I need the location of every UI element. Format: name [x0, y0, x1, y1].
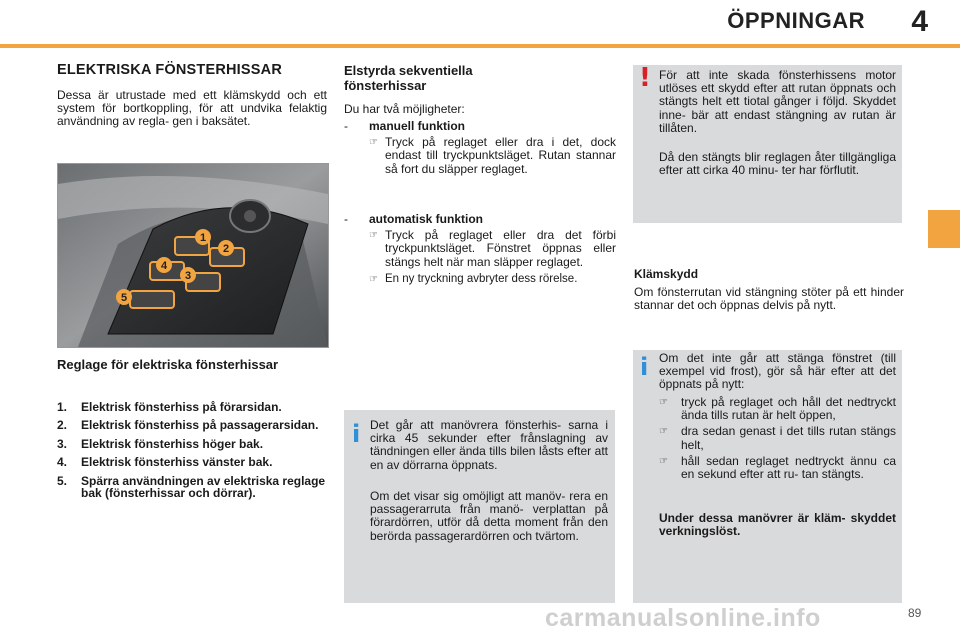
list-item: 4. Elektrisk fönsterhiss vänster bak.: [57, 455, 273, 470]
watermark: carmanualsonline.info: [545, 604, 821, 632]
frost-steps: [659, 396, 896, 481]
list-item: ☞ tryck på reglaget och håll det nedtryckt ända tills rutan är helt öppen,: [659, 395, 896, 423]
list-item: 1. Elektrisk fönsterhiss på förarsidan.: [57, 400, 282, 414]
section-title: ELEKTRISKA FÖNSTERHISSAR: [57, 62, 282, 78]
pinch-protection-text: Om fönsterrutan vid stängning stöter på ett hinder stannar det och öppnas delvis på nytt.: [634, 285, 904, 313]
window-switch-photo: [57, 163, 329, 348]
list-item: 5. Spärra användningen av elektriska reglage bak (fönsterhissar och dörrar).: [57, 473, 326, 501]
info-icon: i: [640, 353, 649, 381]
photo-label-3: 3: [184, 270, 192, 282]
chapter-tab: [928, 210, 960, 248]
list-item: ☞ håll sedan reglaget nedtryckt ännu ca en sekund efter att ru- tan stängts.: [659, 453, 896, 482]
options-intro: Du har två möjligheter:: [344, 102, 465, 116]
header-rule: [0, 44, 960, 48]
warning-note: Under dessa manövrer är kläm- skyddet verkningslöst.: [659, 511, 896, 539]
info-box-frost: i Om det inte går att stänga fönstret (till exempel vid frost), gör så här efter att det öppnats på nytt: ☞ tryck på reglaget och håll det nedtryckt ända tills rutan är helt öppen, ☞ dra sedan genast i det tills rutan stängs helt, ☞ håll sedan reglaget nedtryckt ännu ca en sekund efter att ru- tan stängts. Under dessa manövrer är kläm- skyddet verkningslöst.: [633, 350, 902, 603]
manual-function: - manuell funktion ☞ Tryck på reglaget eller dra i det, dock endast till tryckpunktsläget. Rutan stannar så fort du släpper reglaget.: [344, 119, 616, 176]
photo-label-1: 1: [199, 232, 207, 244]
pointing-hand-icon: ☞: [659, 455, 668, 467]
pinch-protection-heading: Klämskydd: [634, 267, 699, 281]
pointing-hand-icon: ☞: [659, 397, 668, 408]
warning-box: ! För att inte skada fönsterhissens motor utlöses ett skydd efter att rutan öppnats och stängts helt ett tiotal gånger i följd. Skyddet inne- bär att endast stängning av rutan är tillåten. Då den stängts blir reglagen åter tillgängliga efter att cirka 40 minu- ter har förflutit.: [633, 65, 902, 223]
pointing-hand-icon: ☞: [369, 273, 378, 285]
pointing-hand-icon: ☞: [369, 230, 378, 242]
sequential-heading: Elstyrda sekventiella fönsterhissar: [344, 63, 473, 93]
info-icon: i: [352, 420, 361, 448]
list-item: 2. Elektrisk fönsterhiss på passagerarsidan.: [57, 418, 319, 433]
pointing-hand-icon: ☞: [659, 426, 668, 438]
chapter-number: 4: [911, 5, 928, 38]
page-number: 89: [908, 606, 922, 620]
photo-label-5: 5: [120, 292, 128, 304]
list-item: ☞ dra sedan genast i det tills rutan stängs helt,: [659, 424, 896, 452]
photo-label-2: 2: [222, 243, 230, 255]
controls-list: [57, 401, 327, 505]
automatic-function: - automatisk funktion ☞ Tryck på reglaget eller dra det förbi tryckpunktsläget. Fönstret öppnas eller stängs helt när man släpper reglaget. ☞ En ny tryckning avbryter dess rörelse.: [344, 212, 616, 285]
warning-icon: !: [639, 63, 651, 93]
intro-text: Dessa är utrustade med ett klämskydd och ett system för bortkoppling, för att undvika felaktig användning av regla- gen i baksätet.: [57, 88, 327, 129]
chapter-title: ÖPPNINGAR: [727, 8, 865, 33]
photo-label-4: 4: [160, 260, 168, 272]
info-box-timing: i Det går att manövrera fönsterhis- sarna i cirka 45 sekunder efter frånslagning av tändningen eller ända tills bilen låsts efter att en av dörrarna öppnats. Om det visar sig omöjligt att manöv- rera en passagerarruta från manö- verplattan på förardörren, utför då detta moment från den berörda passagerardörren och tvärtom.: [344, 410, 615, 603]
list-item: 3. Elektrisk fönsterhiss höger bak.: [57, 436, 264, 451]
pointing-hand-icon: ☞: [369, 137, 378, 149]
controls-heading: Reglage för elektriska fönsterhissar: [57, 357, 279, 372]
